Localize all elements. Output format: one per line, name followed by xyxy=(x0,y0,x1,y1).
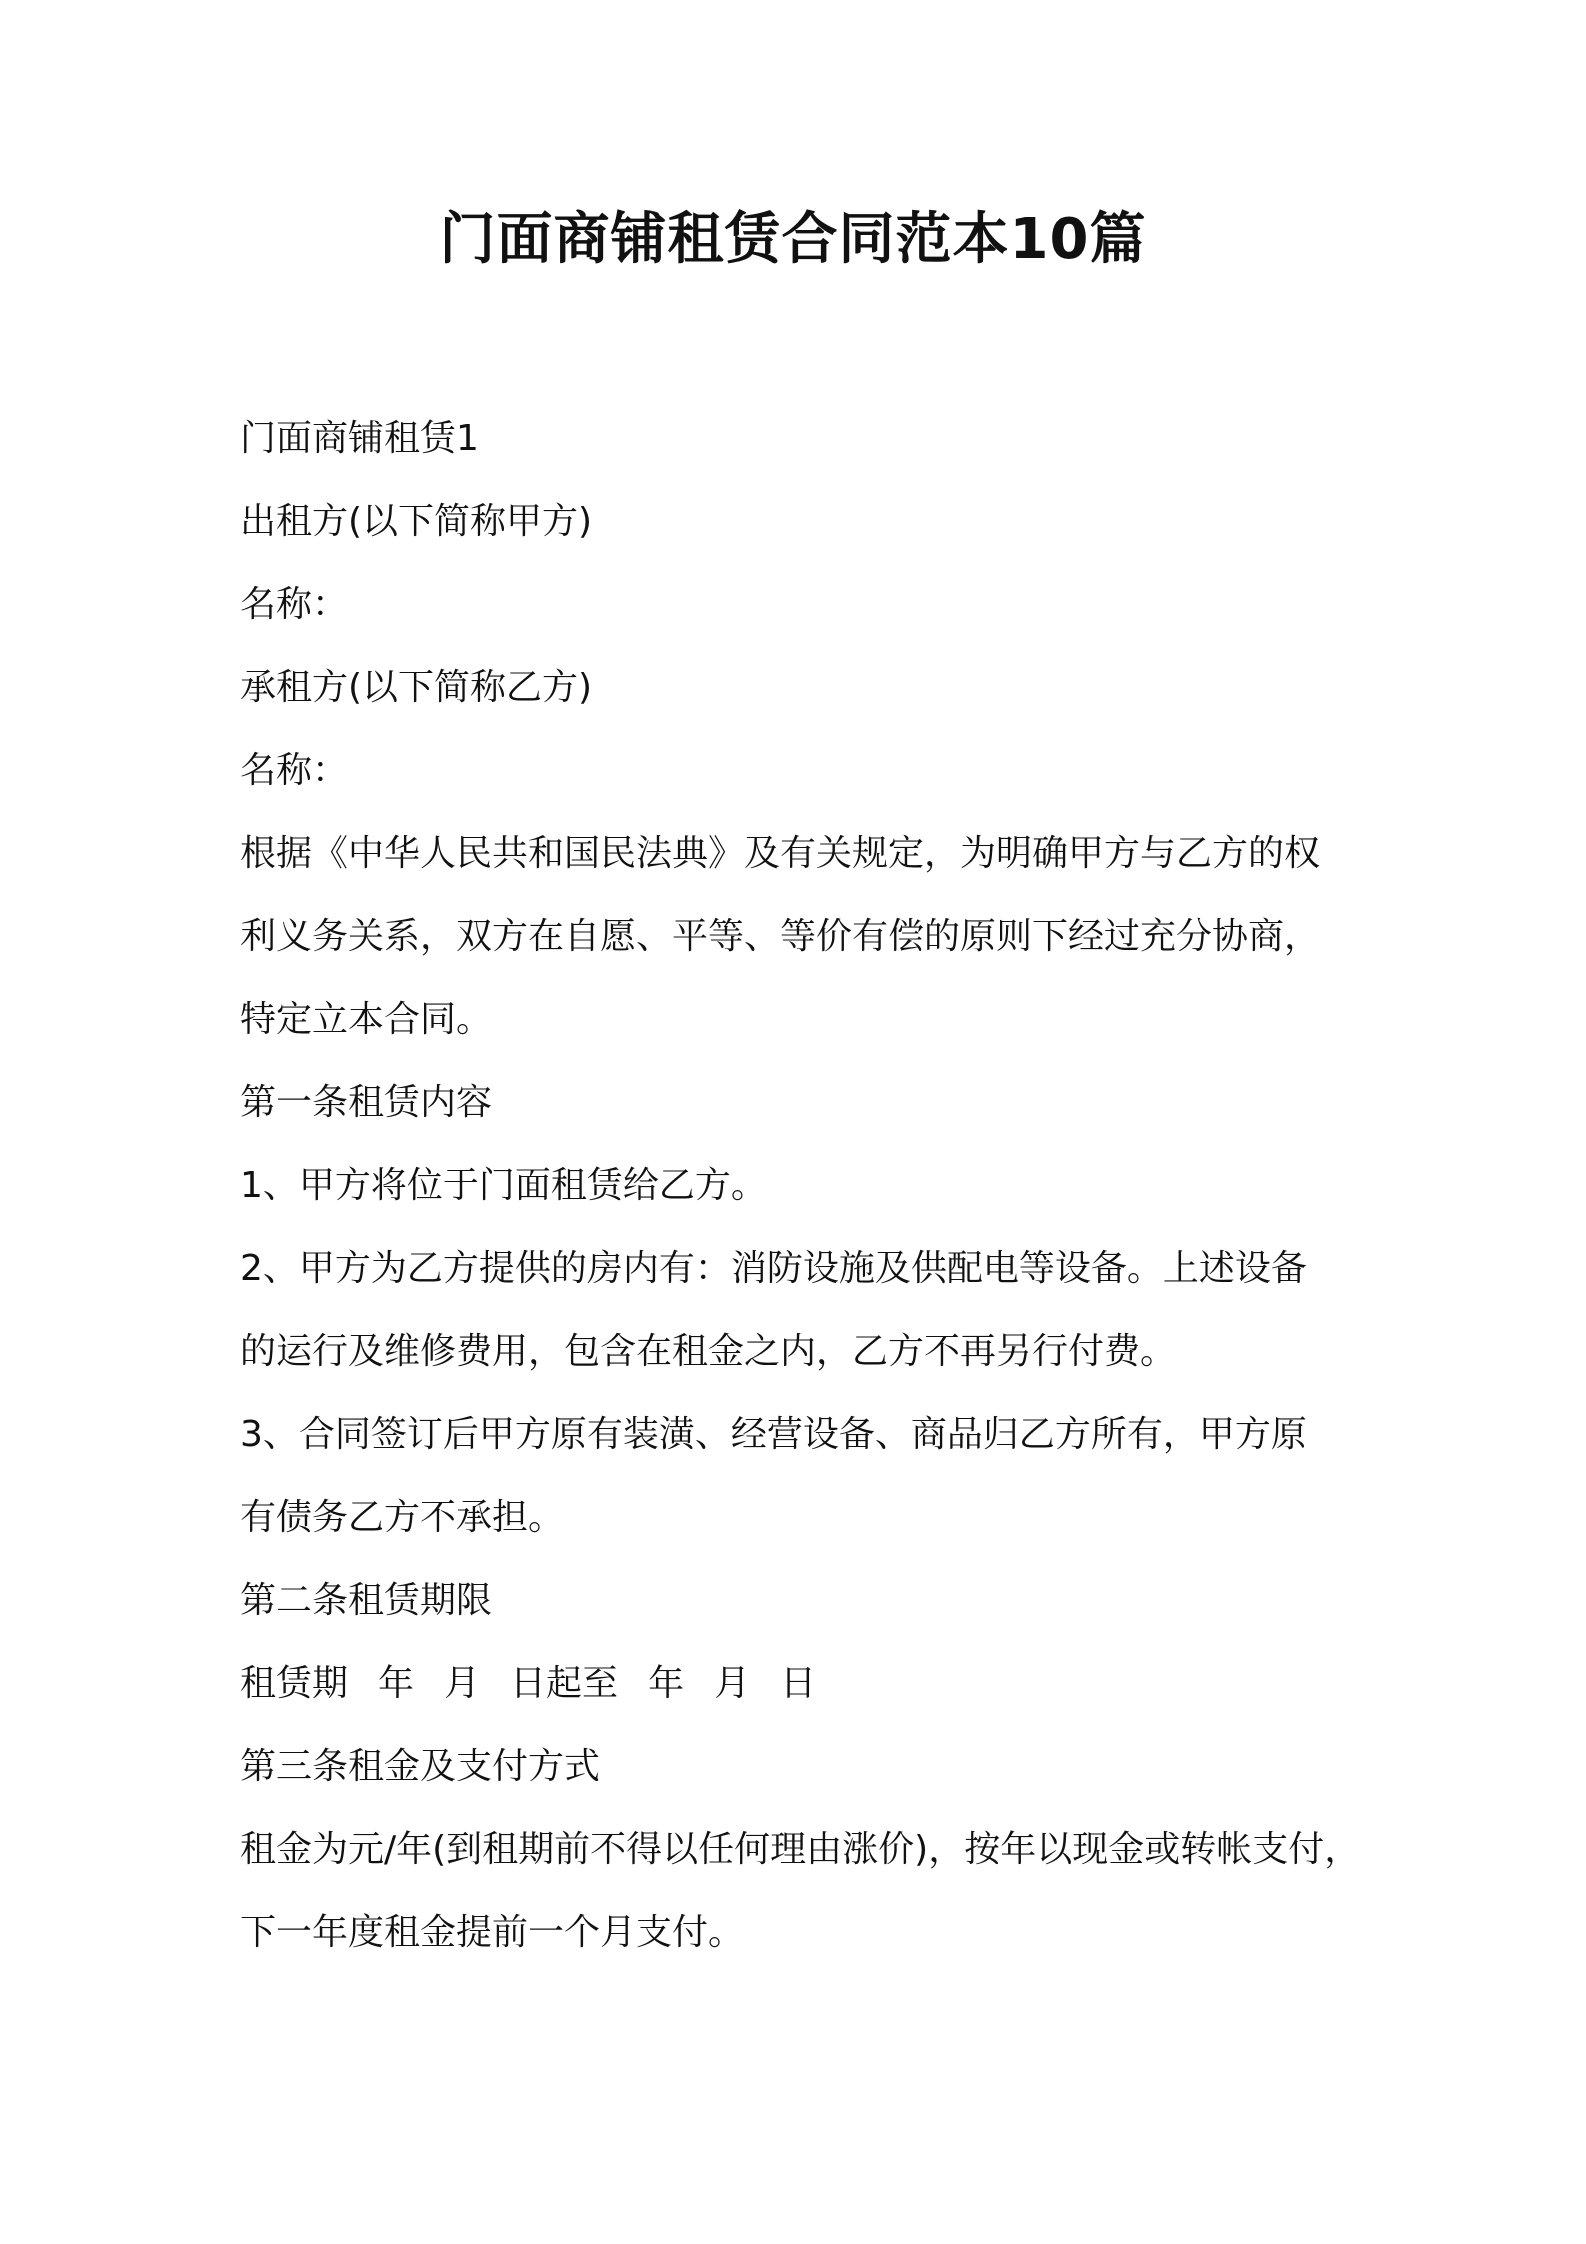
article3-body-line: 下一年度租金提前一个月支付。 xyxy=(240,1912,745,1953)
lessor-name-label: 名称： xyxy=(240,584,349,625)
article3-body-line: 租金为元/年(到租期前不得以任何理由涨价)，按年以现金或转帐支付， xyxy=(240,1829,1361,1870)
lease-term-year-end: 年 xyxy=(648,1663,685,1704)
article1-item2-line: 2、甲方为乙方提供的房内有：消防设施及供配电等设备。上述设备 xyxy=(240,1248,1307,1289)
document-body xyxy=(240,397,1370,1974)
lease-term-day-from: 日起至 xyxy=(510,1663,619,1704)
lessor-intro: 出租方(以下简称甲方) xyxy=(240,501,593,542)
preamble-line: 特定立本合同。 xyxy=(240,999,493,1040)
lease-term-prefix: 租赁期 xyxy=(240,1663,349,1704)
article3-heading: 第三条租金及支付方式 xyxy=(240,1746,601,1787)
lessee-name-label: 名称： xyxy=(240,750,349,791)
section-heading: 门面商铺租赁1 xyxy=(240,418,479,459)
lessee-intro: 承租方(以下简称乙方) xyxy=(240,667,593,708)
lease-term-month-end: 月 xyxy=(714,1663,751,1704)
article1-item2-line: 的运行及维修费用，包含在租金之内，乙方不再另行付费。 xyxy=(240,1331,1177,1372)
preamble-line: 根据《中华人民共和国民法典》及有关规定，为明确甲方与乙方的权 xyxy=(240,833,1321,874)
lease-term-line xyxy=(240,1642,1370,1725)
lease-term-month-start: 月 xyxy=(444,1663,481,1704)
article1-heading: 第一条租赁内容 xyxy=(240,1082,493,1123)
article2-heading: 第二条租赁期限 xyxy=(240,1580,493,1621)
document-title: 门面商铺租赁合同范本10篇 xyxy=(439,207,1147,272)
lease-term-day-end: 日 xyxy=(780,1663,817,1704)
article1-item3-line: 有债务乙方不承担。 xyxy=(240,1497,565,1538)
article1-item3-line: 3、合同签订后甲方原有装潢、经营设备、商品归乙方所有，甲方原 xyxy=(240,1414,1307,1455)
preamble-line: 利义务关系，双方在自愿、平等、等价有偿的原则下经过充分协商， xyxy=(240,916,1321,957)
lease-term-year-start: 年 xyxy=(378,1663,415,1704)
article1-item1: 1、甲方将位于门面租赁给乙方。 xyxy=(240,1165,767,1206)
